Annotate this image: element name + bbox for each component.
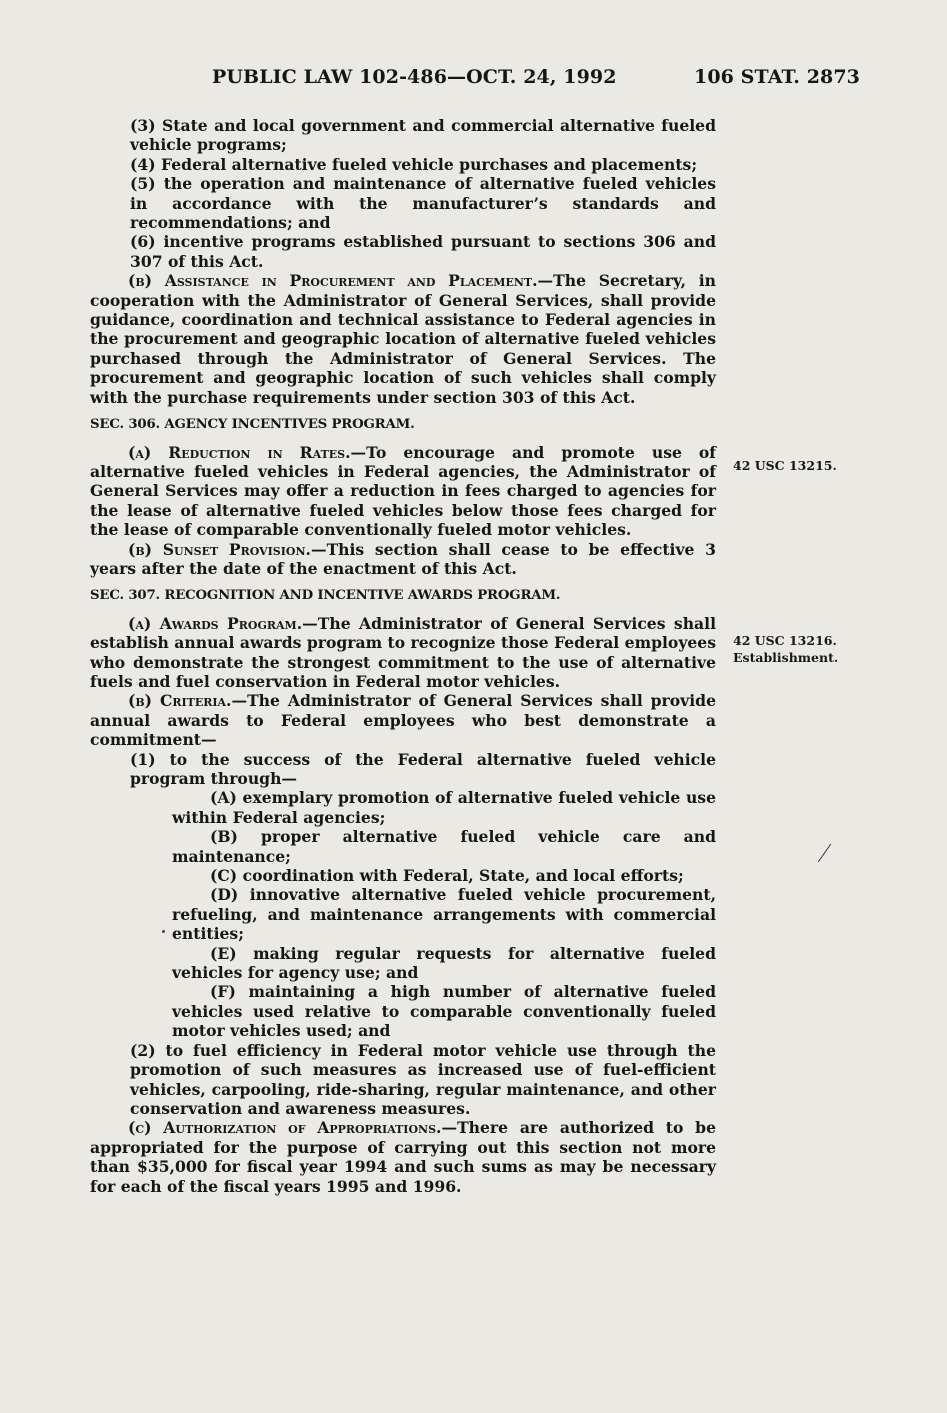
paragraph-text: (2) to fuel efficiency in Federal motor vehicle use through the promotion of such measures as increased use of fuel-efficient vehicles, carpooling, ride-sharing, regular maintenance, and other conservation and awareness measures.	[130, 1040, 716, 1118]
statute-paragraph	[90, 691, 716, 749]
statute-paragraph	[90, 116, 716, 155]
statute-paragraph	[90, 232, 716, 271]
subsection-label: (b) Assistance in Procurement and Placement.	[128, 271, 538, 291]
paragraph-text: —The Administrator of General Services shall establish annual awards program to recognize those Federal employees who demonstrate the strongest commitment to the use of alternative fuels and fuel conservation in Federal motor vehicles.	[90, 613, 716, 691]
subsection-label: (a) Reduction in Rates.	[128, 442, 351, 462]
header-stat-page: 106 STAT. 2873	[694, 66, 860, 88]
statute-paragraph	[90, 1118, 716, 1196]
paragraph-text: —There are authorized to be appropriated for the purpose of carrying out this section not more than $35,000 for fiscal year 1994 and such sums as may be necessary for each of the fiscal years 1995 and 1996.	[90, 1118, 716, 1196]
statute-paragraph	[90, 866, 716, 885]
paragraph-text: —The Administrator of General Services shall provide annual awards to Federal employees who best demonstrate a commitment—	[90, 691, 716, 750]
page-header	[90, 66, 860, 96]
paragraph-text: SEC. 307. RECOGNITION AND INCENTIVE AWARDS PROGRAM.	[90, 588, 561, 604]
statute-paragraph	[90, 827, 716, 866]
statute-paragraph	[90, 944, 716, 983]
paragraph-text: (E) making regular requests for alternative fueled vehicles for agency use; and	[172, 943, 716, 983]
statute-paragraph	[90, 788, 716, 827]
paragraph-text: —To encourage and promote use of alternative fueled vehicles in Federal agencies, the Administrator of General Services may offer a reduction in fees charged to agencies for the lease of alternative fueled vehicles below those fees charged for the lease of comparable conventionally fueled motor vehicles.	[90, 442, 716, 540]
margin-note-establishment: Establishment.	[733, 650, 839, 665]
statute-paragraph	[90, 174, 716, 232]
margin-pencil-mark	[818, 844, 831, 863]
subsection-label: (b) Criteria.	[128, 691, 232, 711]
paragraph-text: (A) exemplary promotion of alternative fueled vehicle use within Federal agencies;	[172, 788, 716, 827]
section-heading	[90, 586, 716, 605]
paragraph-text: (5) the operation and maintenance of alternative fueled vehicles in accordance with the manufacturer’s standards and recommendations; and	[130, 174, 716, 233]
paragraph-text: (4) Federal alternative fueled vehicle purchases and placements;	[130, 154, 698, 174]
statute-paragraph	[90, 982, 716, 1040]
paragraph-text: —This section shall cease to be effective 3 years after the date of the enactment of this Act.	[90, 539, 716, 578]
statute-paragraph	[90, 750, 716, 789]
paragraph-text: (F) maintaining a high number of alternative fueled vehicles used relative to comparable conventionally fueled motor vehicles used; and	[172, 982, 716, 1041]
section-heading	[90, 415, 716, 434]
margin-citation-sec307: 42 USC 13216.	[733, 633, 837, 648]
paragraph-text: SEC. 306. AGENCY INCENTIVES PROGRAM.	[90, 417, 415, 433]
statute-paragraph	[90, 614, 716, 692]
statute-body	[90, 116, 716, 1196]
subsection-label: (c) Authorization of Appropriations.	[128, 1118, 442, 1138]
header-law-title: PUBLIC LAW 102-486—OCT. 24, 1992	[212, 66, 617, 88]
statute-paragraph	[90, 155, 716, 174]
statute-paragraph	[90, 1041, 716, 1119]
subsection-label: (b) Sunset Provision.	[128, 539, 311, 559]
paragraph-text: (6) incentive programs established pursuant to sections 306 and 307 of this Act.	[130, 232, 716, 271]
paragraph-text: (1) to the success of the Federal alternative fueled vehicle program through—	[130, 749, 716, 788]
statute-paragraph	[90, 271, 716, 407]
stray-dot-mark	[162, 930, 165, 933]
statute-paragraph	[90, 443, 716, 540]
statute-paragraph	[90, 885, 716, 943]
subsection-label: (a) Awards Program.	[128, 613, 303, 633]
paragraph-text: (B) proper alternative fueled vehicle care and maintenance;	[172, 827, 716, 866]
paragraph-text: (3) State and local government and commercial alternative fueled vehicle programs;	[130, 116, 716, 155]
paragraph-text: (C) coordination with Federal, State, and local efforts;	[210, 866, 684, 886]
paragraph-text: —The Secretary, in cooperation with the Administrator of General Services, shall provide guidance, coordination and technical assistance to Federal agencies in the procurement and geographic location of alternative fueled vehicles purchased through the Administrator of General Services. The procurement and geographic location of such vehicles shall comply with the purchase requirements under section 303 of this Act.	[90, 271, 716, 407]
margin-citation-sec306: 42 USC 13215.	[733, 458, 837, 473]
paragraph-text: (D) innovative alternative fueled vehicle procurement, refueling, and maintenance arrangements with commercial entities;	[172, 885, 716, 944]
statute-paragraph	[90, 540, 716, 579]
